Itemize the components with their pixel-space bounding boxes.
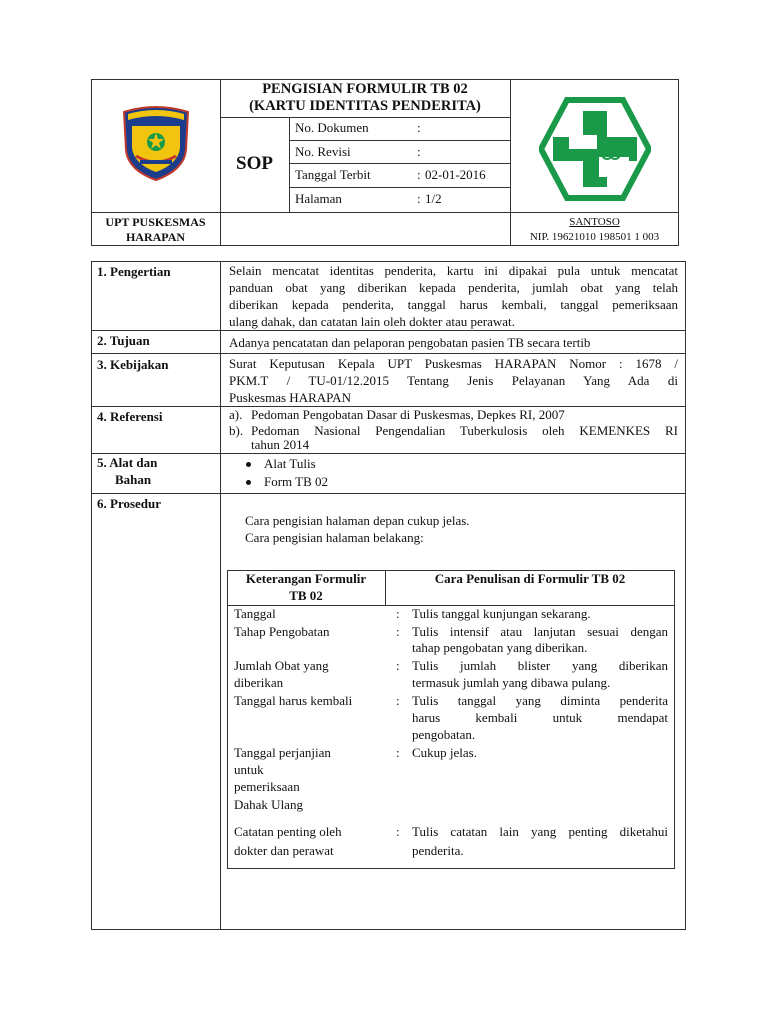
kebijakan-line: Surat Keputusan Kepala UPT Puskesmas HARAPAN Nomor : 1678 / <box>229 356 678 371</box>
prosedur-row-key: dokter dan perawat <box>234 843 334 858</box>
puskesmas-logo <box>539 97 651 201</box>
section-label-kebijakan: 3. Kebijakan <box>97 357 169 372</box>
referensi-item-text: tahun 2014 <box>251 437 310 452</box>
meta-sep: : <box>417 191 421 206</box>
prosedur-row-key: untuk <box>234 762 264 777</box>
signer-name: SANTOSO <box>569 216 620 228</box>
prosedur-intro: Cara pengisian halaman depan cukup jelas. <box>245 513 470 528</box>
puskesmas-hexagon-icon <box>539 97 651 201</box>
prosedur-row-val: Cukup jelas. <box>412 745 477 760</box>
prosedur-row-val: Tulis tanggal yang diminta penderita <box>412 693 668 708</box>
org-name-line1: UPT PUSKESMAS <box>105 215 206 229</box>
referensi-item-text: Pedoman Pengobatan Dasar di Puskesmas, Depkes RI, 2007 <box>251 407 565 422</box>
bullet-icon <box>246 480 251 485</box>
sop-label: SOP <box>236 153 273 174</box>
kebijakan-line: PKM.T / TU-01/12.2015 Tentang Jenis Pelayanan Yang Ada di <box>229 373 678 388</box>
prosedur-row-val: harus kembali untuk mendapat <box>412 710 668 725</box>
meta-value-halaman: 1/2 <box>425 191 442 206</box>
prosedur-row-key: Jumlah Obat yang <box>234 658 329 673</box>
prosedur-col1-header: Keterangan Formulir <box>245 571 367 586</box>
prosedur-row-sep: : <box>396 824 400 839</box>
prosedur-row-val: Tulis tanggal kunjungan sekarang. <box>412 606 591 621</box>
prosedur-row-key: Catatan penting oleh <box>234 824 342 839</box>
prosedur-row-key: Tanggal perjanjian <box>234 745 331 760</box>
document-title-line1: PENGISIAN FORMULIR TB 02 <box>262 81 468 97</box>
pengertian-line: panduan obat yang diberikan kepada penderita, jumlah obat yang telah <box>229 280 678 295</box>
pengertian-line: diberikan kepada penderita, tanggal harus kembali, tanggal pemeriksaan <box>229 297 678 312</box>
meta-sep: : <box>417 167 421 182</box>
prosedur-row-key: Tanggal harus kembali <box>234 693 353 708</box>
referensi-marker: b). <box>229 423 244 438</box>
meta-label-halaman: Halaman <box>295 191 342 206</box>
prosedur-row-val: Tulis jumlah blister yang diberikan <box>412 658 668 673</box>
prosedur-row-val: pengobatan. <box>412 727 476 742</box>
section-label-referensi: 4. Referensi <box>97 409 163 424</box>
prosedur-row-key: Tanggal <box>234 606 276 621</box>
prosedur-col2-header: Cara Penulisan di Formulir TB 02 <box>434 571 626 586</box>
meta-label-no-dokumen: No. Dokumen <box>295 120 369 135</box>
prosedur-row-sep: : <box>396 658 400 673</box>
tujuan-text: Adanya pencatatan dan pelaporan pengobatan pasien TB secara tertib <box>229 335 591 350</box>
prosedur-row-val: termasuk jumlah yang dibawa pulang. <box>412 675 611 690</box>
alat-item: Form TB 02 <box>264 474 329 489</box>
prosedur-col1-header: TB 02 <box>289 588 323 603</box>
signer-nip: NIP. 19621010 198501 1 003 <box>529 231 660 243</box>
meta-label-tanggal-terbit: Tanggal Terbit <box>295 167 371 182</box>
prosedur-intro: Cara pengisian halaman belakang: <box>245 530 424 545</box>
crest-icon <box>120 104 192 182</box>
pengertian-line: Selain mencatat identitas penderita, kartu ini dipakai pula untuk mencatat <box>229 263 678 278</box>
bullet-icon <box>246 462 251 467</box>
section-label-bahan: Bahan <box>115 472 152 487</box>
section-label-pengertian: 1. Pengertian <box>97 264 171 279</box>
regency-crest-logo <box>120 104 192 182</box>
prosedur-row-sep: : <box>396 745 400 760</box>
org-name-line2: HARAPAN <box>125 230 186 244</box>
document-title-line2: (KARTU IDENTITAS PENDERITA) <box>249 98 481 114</box>
meta-value-tanggal-terbit: 02-01-2016 <box>425 167 486 182</box>
prosedur-row-val: Tulis intensif atau lanjutan sesuai dengan <box>412 624 668 639</box>
section-label-tujuan: 2. Tujuan <box>97 333 150 348</box>
prosedur-row-val: tahap pengobatan yang diberikan. <box>412 640 588 655</box>
prosedur-row-key: pemeriksaan <box>234 779 300 794</box>
alat-item: Alat Tulis <box>264 456 316 471</box>
prosedur-row-sep: : <box>396 606 400 621</box>
kebijakan-line: Puskesmas HARAPAN <box>229 390 351 405</box>
referensi-item-text: Pedoman Nasional Pengendalian Tuberkulosis oleh KEMENKES RI <box>251 423 678 438</box>
pengertian-line: ulang dahak, dan catatan lain oleh dokter atau perawat. <box>229 314 515 329</box>
meta-label-no-revisi: No. Revisi <box>295 144 351 159</box>
prosedur-row-key: Tahap Pengobatan <box>234 624 330 639</box>
section-label-alat: 5. Alat dan <box>97 455 158 470</box>
meta-sep: : <box>417 120 421 135</box>
prosedur-row-val: Tulis catatan lain yang penting diketahui <box>412 824 668 839</box>
prosedur-row-val: penderita. <box>412 843 464 858</box>
section-label-prosedur: 6. Prosedur <box>97 496 162 511</box>
prosedur-row-sep: : <box>396 624 400 639</box>
prosedur-row-key: Dahak Ulang <box>234 797 303 812</box>
meta-sep: : <box>417 144 421 159</box>
prosedur-row-key: diberikan <box>234 675 284 690</box>
referensi-marker: a). <box>229 407 243 422</box>
prosedur-row-sep: : <box>396 693 400 708</box>
